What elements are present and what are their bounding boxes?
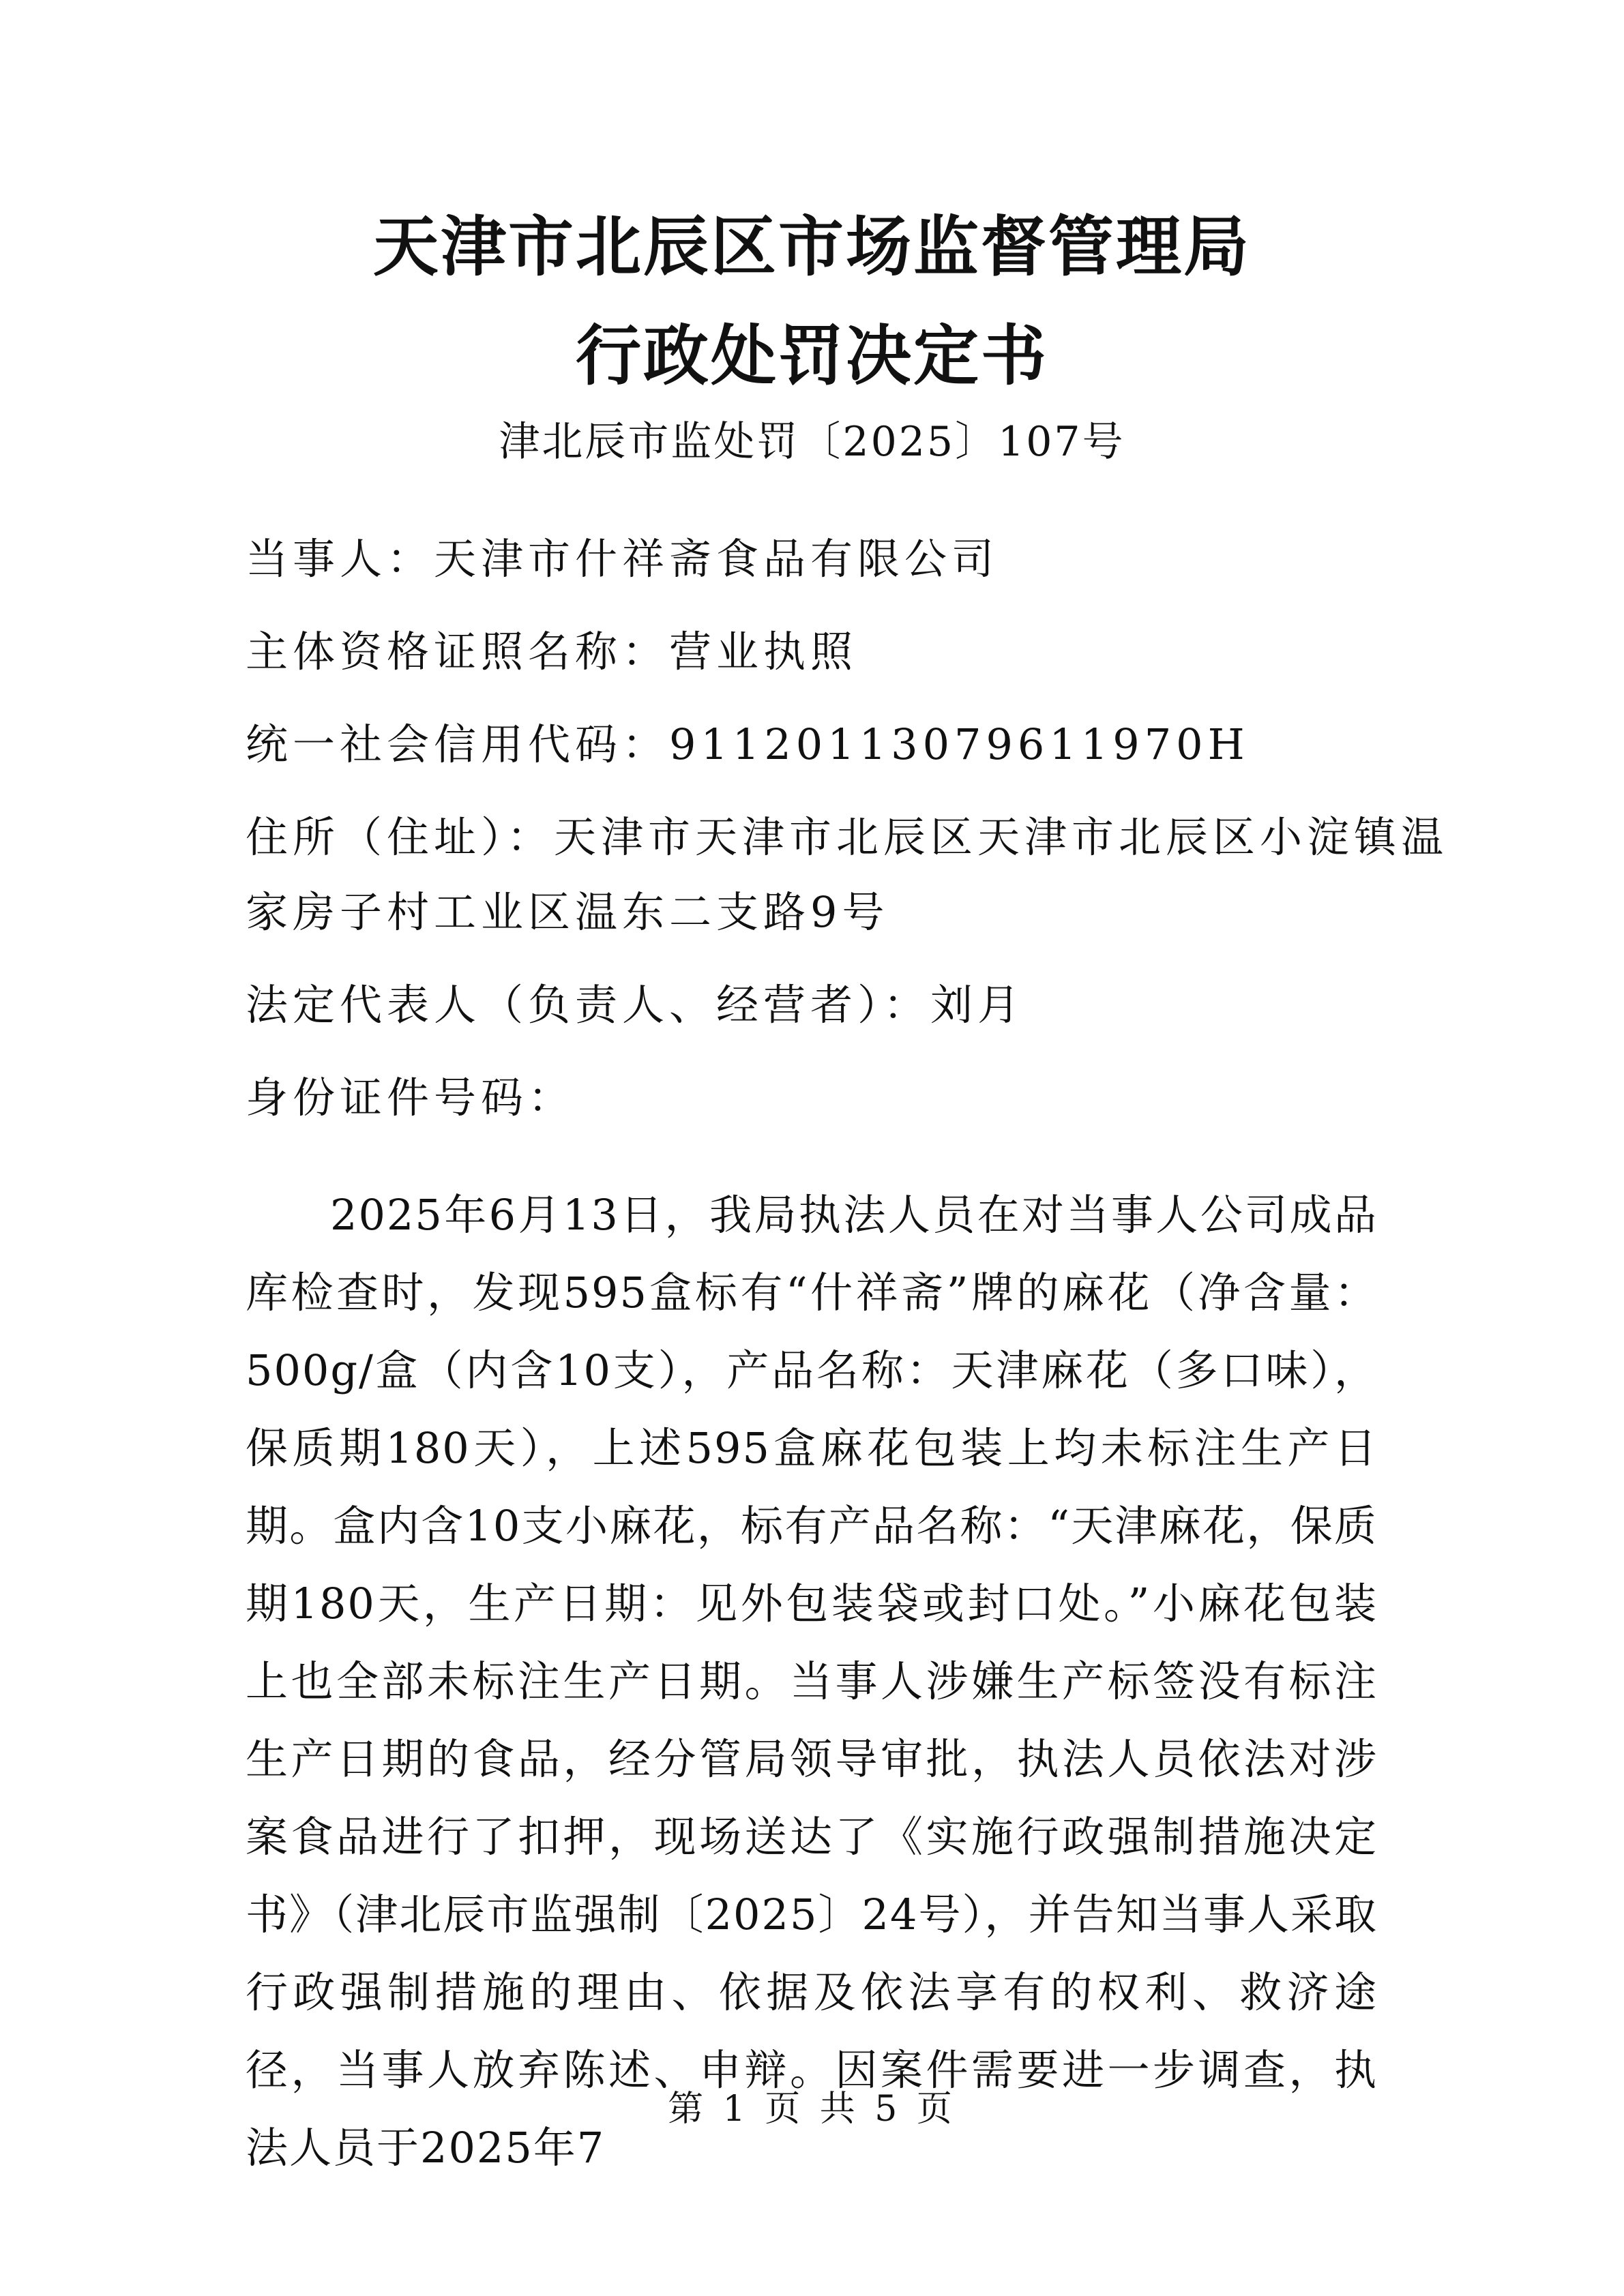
party-name: 当事人：天津市什祥斋食品有限公司 [246, 534, 999, 584]
legal-representative: 法定代表人（负责人、经营者）：刘月 [246, 980, 1025, 1030]
license-name: 主体资格证照名称：营业执照 [246, 627, 858, 676]
page-footer: 第 1 页 共 5 页 [668, 2089, 956, 2130]
id-number: 身份证件号码： [246, 1073, 576, 1122]
case-paragraph: 2025年6月13日，我局执法人员在对当事人公司成品库检查时，发现595盒标有“什祥斋”牌的麻花（净含量：500g/盒（内含10支），产品名称：天津麻花（多口味），保质期180天），上述595盒麻花包装上均未标注生产日期。盒内含10支小麻花，标有产品名称：“天津麻花，保质期180天，生产日期：见外包装袋或封口处。”小麻花包装上也全部未标注生产日期。当事人涉嫌生产标签没有标注生产日期的食品，经分管局领导审批，执法人员依法对涉案食品进行了扣押，现场送达了《实施行政强制措施决定书》（津北辰市监强制〔2025〕24号），并告知当事人采取行政强制措施的理由、依据及依法享有的权利、救济途径，当事人放弃陈述、申辩。因案件需要进一步调查，执法人员于2025年7 [246, 1190, 1378, 2173]
agency-title: 天津市北辰区市场监督管理局 [373, 208, 1251, 285]
document-number: 津北辰市监处罚〔2025〕107号 [499, 418, 1125, 466]
address-line-2: 家房子村工业区温东二支路9号 [246, 887, 889, 937]
document-title: 行政处罚决定书 [576, 317, 1048, 394]
address-line-1: 住所（住址）：天津市天津市北辰区天津市北辰区小淀镇温 [246, 812, 1449, 862]
credit-code: 统一社会信用代码：91120113079611970H [246, 719, 1250, 769]
